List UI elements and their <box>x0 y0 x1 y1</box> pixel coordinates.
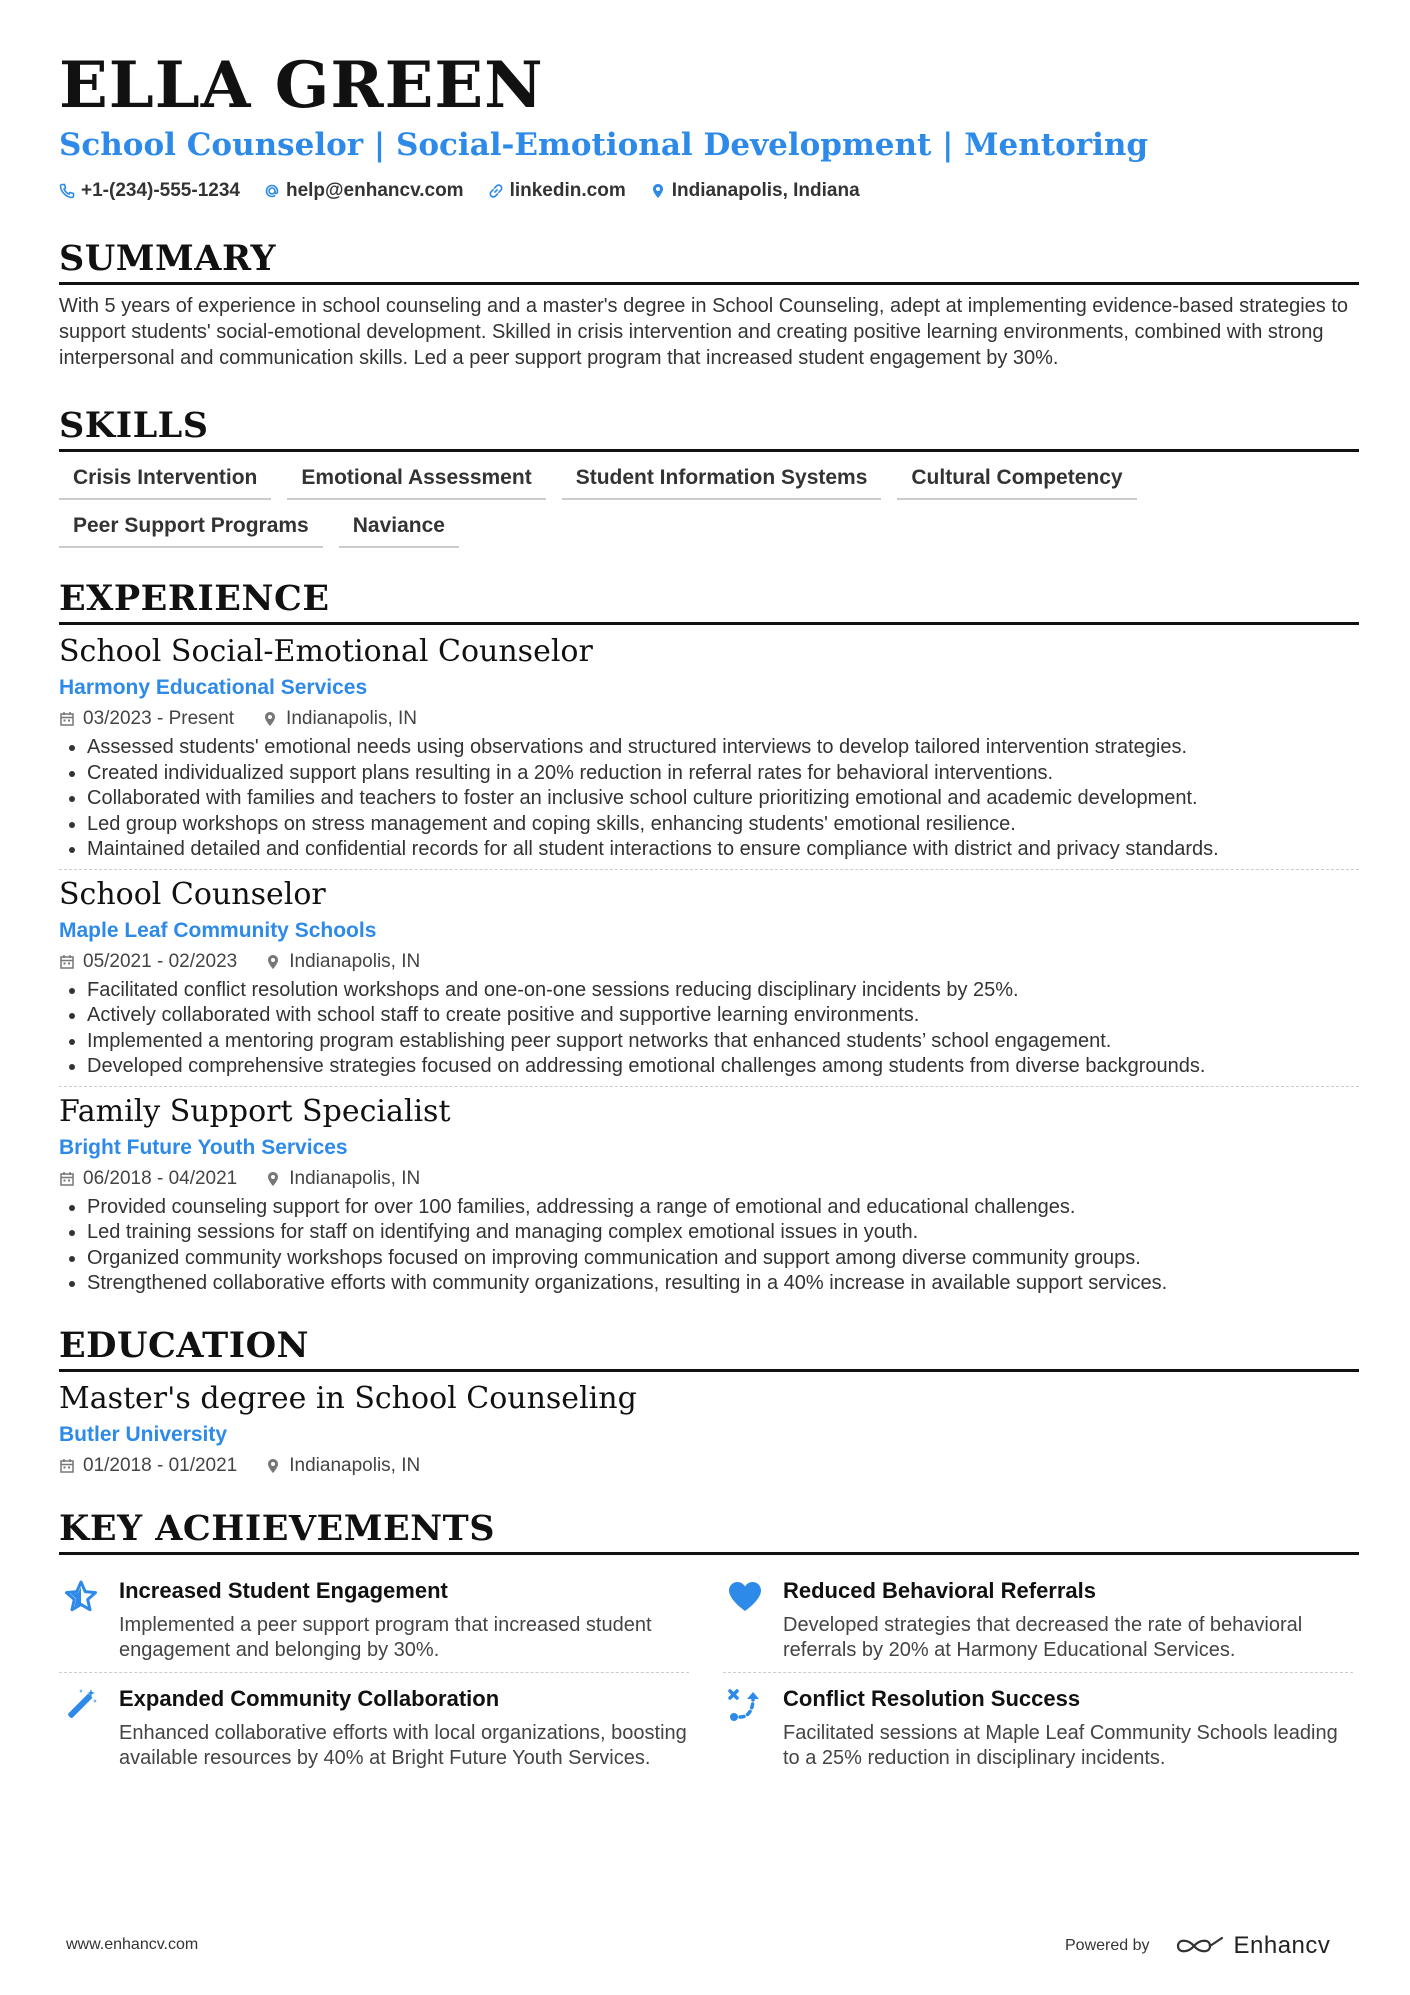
education-meta <box>59 1454 1359 1478</box>
achievement-title: Expanded Community Collaboration <box>119 1685 500 1711</box>
experience-section <box>59 578 1359 1297</box>
phone-icon <box>59 183 75 199</box>
at-icon <box>264 183 280 199</box>
strategy-icon <box>727 1687 763 1723</box>
education-dates-text: 01/2018 - 01/2021 <box>83 1454 238 1476</box>
achievement-body <box>783 1577 1353 1664</box>
bullet-item: • Strengthened collaborative efforts with community organizations, resulting in a 40% increase in available support services. <box>87 1271 1359 1297</box>
headline: School Counselor | Social-Emotional Development | Mentoring <box>59 127 1149 163</box>
education-section <box>59 1325 1359 1478</box>
job-location <box>265 1167 420 1191</box>
brand-logo[interactable] <box>1176 1932 1331 1960</box>
job-bullets <box>59 1195 1359 1297</box>
job-location-text: Indianapolis, IN <box>286 708 418 729</box>
calendar-icon <box>59 1171 75 1187</box>
skill-tag: Crisis Intervention <box>59 466 271 500</box>
location-icon <box>265 954 281 970</box>
bullet-item: • Led group workshops on stress management and coping skills, enhancing students' emotional resilience. <box>87 812 1359 838</box>
skill-tag: Peer Support Programs <box>59 514 323 548</box>
achievement-desc: Facilitated sessions at Maple Leaf Community Schools leading to a 25% reduction in disciplinary incidents. <box>783 1721 1338 1769</box>
job-dates <box>59 1167 237 1191</box>
job-meta <box>59 707 1359 731</box>
achievement-title: Conflict Resolution Success <box>783 1685 1081 1711</box>
calendar-icon <box>59 711 75 727</box>
achievement-body <box>119 1685 689 1772</box>
job-meta <box>59 950 1359 974</box>
location-icon <box>650 183 666 199</box>
star-icon <box>63 1579 99 1615</box>
location-icon <box>265 1458 281 1474</box>
achievements-grid <box>59 1565 1359 1780</box>
resume-page <box>59 48 1359 1780</box>
calendar-icon <box>59 1458 75 1474</box>
job-entry <box>59 633 1359 870</box>
job-bullets <box>59 978 1359 1080</box>
job-title: Family Support Specialist <box>59 1093 451 1129</box>
achievement-title: Increased Student Engagement <box>119 1577 448 1603</box>
contact-location-text: Indianapolis, Indiana <box>671 180 860 201</box>
location-icon <box>265 1171 281 1187</box>
brand-name: Enhancv <box>1233 1932 1331 1959</box>
job-location-text: Indianapolis, IN <box>289 1167 421 1189</box>
contact-email-text: help@enhancv.com <box>285 180 464 201</box>
achievement-desc: Developed strategies that decreased the rate of behavioral referrals by 20% at Harmony Educational Services. <box>783 1613 1303 1661</box>
job-location-text: Indianapolis, IN <box>289 950 421 972</box>
experience-divider <box>59 622 1359 625</box>
skills-section <box>59 405 1359 548</box>
job-location <box>265 950 420 974</box>
achievement-body <box>783 1685 1353 1772</box>
job-title: School Counselor <box>59 876 326 912</box>
education-divider <box>59 1369 1359 1372</box>
summary-section <box>59 238 1359 371</box>
achievement-item <box>59 1673 689 1780</box>
achievement-item <box>723 1565 1353 1673</box>
achievement-desc: Implemented a peer support program that increased student engagement and belonging by 30%. <box>119 1613 652 1661</box>
contact-email[interactable] <box>264 180 464 202</box>
location-icon <box>262 711 278 727</box>
company-name: Harmony Educational Services <box>59 676 368 699</box>
enhancv-logo-icon <box>1176 1934 1224 1958</box>
summary-divider <box>59 282 1359 285</box>
bullet-item: • Collaborated with families and teachers to foster an inclusive school culture prioritizing emotional and academic development. <box>87 786 1359 812</box>
experience-heading: EXPERIENCE <box>59 578 330 619</box>
powered-by-label: Powered by <box>1065 1937 1150 1954</box>
achievement-icon-wrap <box>59 1577 103 1664</box>
achievement-icon-wrap <box>723 1685 767 1772</box>
summary-text: With 5 years of experience in school counseling and a master's degree in School Counseling, adept at implementing evidence-based strategies to support students' social-emotional development. Skilled in crisis intervention and creating positive learning environments, combined with strong interpersonal and communication skills. Led a peer support program that increased student engagement by 30%. <box>59 295 1349 369</box>
job-entry <box>59 1093 1359 1297</box>
skill-tag: Emotional Assessment <box>287 466 545 500</box>
job-title: School Social-Emotional Counselor <box>59 634 593 669</box>
education-heading: EDUCATION <box>59 1324 310 1366</box>
magic-wand-icon <box>63 1687 99 1723</box>
bullet-item: • Maintained detailed and confidential records for all student interactions to ensure compliance with district and privacy standards. <box>87 837 1359 863</box>
education-dates <box>59 1454 237 1478</box>
job-dates <box>59 707 234 731</box>
bullet-item: • Provided counseling support for over 100 families, addressing a range of emotional and educational challenges. <box>87 1195 1359 1221</box>
summary-heading: SUMMARY <box>59 238 276 279</box>
skill-tag: Student Information Systems <box>562 466 882 500</box>
bullet-item: • Actively collaborated with school staff to create positive and supportive learning environments. <box>87 1003 1359 1029</box>
contact-linkedin[interactable] <box>488 180 626 202</box>
contact-bar <box>59 180 1359 202</box>
achievements-heading: KEY ACHIEVEMENTS <box>59 1507 495 1549</box>
school-name: Butler University <box>59 1422 228 1446</box>
achievement-item <box>59 1565 689 1673</box>
contact-phone-text: +1-(234)-555-1234 <box>81 180 240 201</box>
degree-title: Master's degree in School Counseling <box>59 1380 637 1416</box>
contact-linkedin-text: linkedin.com <box>509 180 626 201</box>
footer-website[interactable]: www.enhancv.com <box>66 1936 199 1953</box>
bullet-item: • Facilitated conflict resolution workshops and one-on-one sessions reducing disciplinary incidents by 25%. <box>87 978 1359 1004</box>
skill-tag: Naviance <box>339 514 459 548</box>
achievement-icon-wrap <box>59 1685 103 1772</box>
achievement-title: Reduced Behavioral Referrals <box>783 1577 1097 1603</box>
skills-divider <box>59 449 1359 452</box>
job-separator <box>59 1086 1359 1087</box>
achievement-body <box>119 1577 689 1664</box>
contact-location <box>650 180 860 202</box>
candidate-name: ELLA GREEN <box>59 48 544 123</box>
job-bullets <box>59 735 1359 863</box>
bullet-item: • Created individualized support plans resulting in a 20% reduction in referral rates for behavioral interventions. <box>87 761 1359 787</box>
job-dates-text: 06/2018 - 04/2021 <box>83 1167 238 1189</box>
achievements-divider <box>59 1552 1359 1555</box>
skills-heading: SKILLS <box>59 405 209 446</box>
company-name: Bright Future Youth Services <box>59 1135 348 1159</box>
bullet-item: • Implemented a mentoring program establishing peer support networks that enhanced students’ school engagement. <box>87 1029 1359 1055</box>
job-dates-text: 05/2021 - 02/2023 <box>83 950 238 972</box>
job-dates <box>59 950 237 974</box>
contact-phone[interactable] <box>59 180 240 202</box>
skill-tag: Cultural Competency <box>897 466 1136 500</box>
heart-icon <box>727 1579 763 1615</box>
footer-branding <box>1065 1932 1330 1960</box>
skills-list <box>59 466 1299 548</box>
link-icon <box>488 183 504 199</box>
job-entry <box>59 876 1359 1087</box>
job-meta <box>59 1167 1359 1191</box>
bullet-item: • Organized community workshops focused on improving communication and support among diverse community groups. <box>87 1246 1359 1272</box>
education-location-text: Indianapolis, IN <box>289 1454 421 1476</box>
company-name: Maple Leaf Community Schools <box>59 918 377 942</box>
bullet-item: • Developed comprehensive strategies focused on addressing emotional challenges among students from diverse backgrounds. <box>87 1054 1359 1080</box>
calendar-icon <box>59 954 75 970</box>
job-location <box>262 707 417 731</box>
job-separator <box>59 869 1359 870</box>
bullet-item: • Led training sessions for staff on identifying and managing complex emotional issues in youth. <box>87 1220 1359 1246</box>
achievements-section <box>59 1508 1359 1780</box>
job-dates-text: 03/2023 - Present <box>83 708 235 729</box>
achievement-icon-wrap <box>723 1577 767 1664</box>
achievement-desc: Enhanced collaborative efforts with local organizations, boosting available resources by 40% at Bright Future Youth Services. <box>119 1721 687 1769</box>
achievement-item <box>723 1673 1353 1780</box>
bullet-item: • Assessed students' emotional needs using observations and structured interviews to develop tailored intervention strategies. <box>87 735 1359 761</box>
education-location <box>265 1454 420 1478</box>
